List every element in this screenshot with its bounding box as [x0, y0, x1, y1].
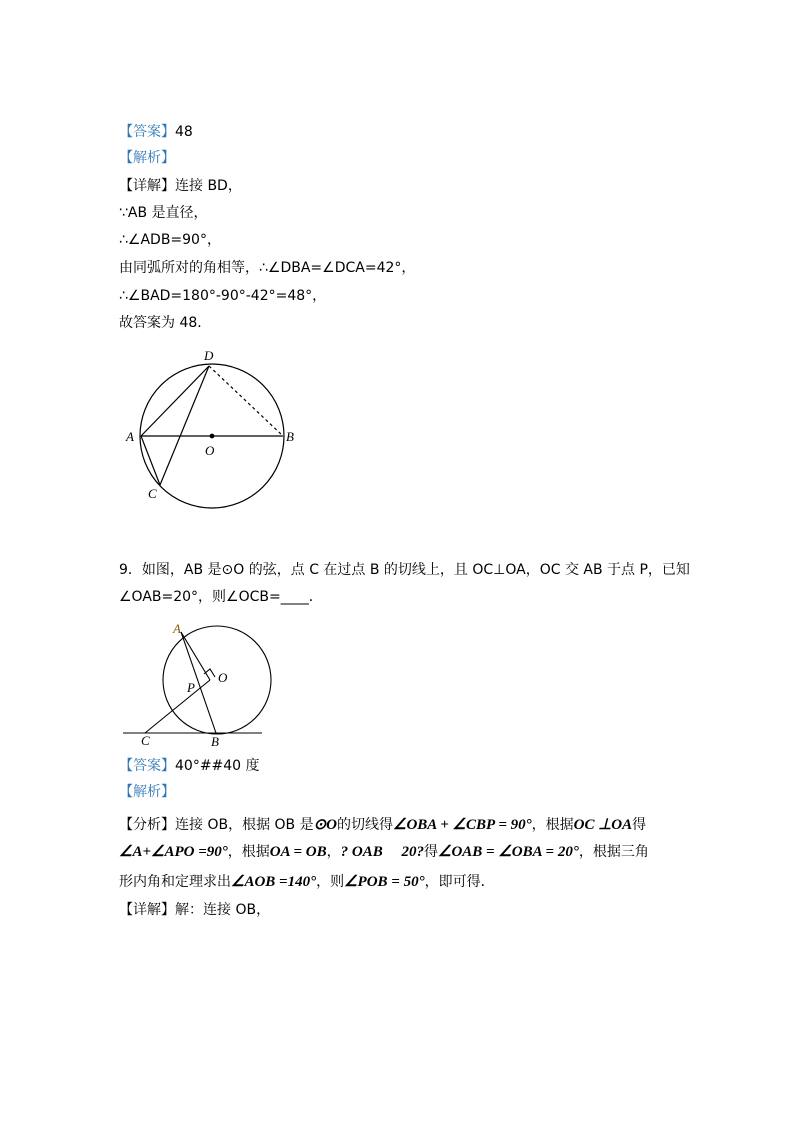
text: ，则	[316, 874, 345, 890]
q9-answer	[119, 757, 260, 775]
answer-label: 【答案】	[119, 758, 175, 774]
text: 连接 OB，根据 OB 是	[175, 817, 314, 833]
q8-line3: ∴∠ADB=90°，	[119, 232, 221, 248]
text: ，根据三角	[578, 844, 649, 860]
figure-q9	[123, 626, 271, 734]
q9-fenxi-line3	[119, 873, 495, 891]
circle-o	[163, 626, 271, 734]
detail-text: 解：连接 OB，	[175, 902, 271, 918]
right-angle-mark	[204, 669, 215, 677]
detail-label: 【详解】	[119, 902, 175, 918]
q9-fenxi-line2	[119, 843, 649, 861]
q8-line6: 故答案为 48．	[119, 315, 212, 331]
text: ，即可得．	[424, 874, 495, 890]
chord-dc	[160, 366, 209, 485]
math: ∠AOB =140°	[231, 874, 317, 890]
text: 形内角和定理求出	[119, 874, 231, 890]
q8-line4: 由同弧所对的角相等，∴∠DBA=∠DCA=42°，	[119, 260, 416, 276]
label-a: A	[173, 621, 181, 636]
label-a: A	[126, 429, 134, 444]
math: ? OAB 20?	[340, 844, 424, 860]
chord-ad	[141, 366, 209, 436]
label-c: C	[148, 486, 157, 501]
text: ，	[326, 844, 341, 860]
q8-line2: ∵AB 是直径，	[119, 205, 208, 221]
center-point	[210, 434, 214, 438]
math: OA = OB	[269, 844, 327, 860]
detail-text: 连接 BD，	[175, 178, 242, 194]
label-d: D	[204, 348, 214, 363]
text: 得	[632, 817, 647, 833]
text: ，根据	[531, 817, 574, 833]
chord-bd-dashed	[209, 366, 283, 436]
math: ∠OBA + ∠CBP = 90°	[393, 817, 532, 833]
figure-q8	[140, 364, 284, 508]
answer-value: 48	[175, 124, 193, 140]
q9-fenxi-line1	[119, 816, 646, 834]
segment-oc	[145, 680, 210, 733]
detail-label: 【详解】	[119, 178, 175, 194]
answer-value: 40°##40 度	[175, 758, 260, 774]
q9-question-line2: ∠OAB=20°，则∠OCB=____．	[119, 589, 323, 605]
text: 得	[424, 844, 438, 860]
q8-line5: ∴∠BAD=180°-90°-42°=48°，	[119, 288, 327, 304]
math: ∠OAB = ∠OBA = 20°	[438, 844, 579, 860]
math: ∠A+∠APO =90°	[119, 844, 228, 860]
label-c: C	[141, 733, 150, 748]
math: OC ⊥OA	[573, 817, 633, 833]
label-o: O	[218, 670, 228, 685]
label-p: P	[187, 680, 195, 695]
label-b: B	[286, 429, 294, 444]
q9-analysis-label: 【解析】	[119, 784, 175, 800]
fenxi-label: 【分析】	[119, 817, 175, 833]
answer-label: 【答案】	[119, 124, 175, 140]
q9-detail	[119, 901, 270, 919]
label-b: B	[211, 734, 219, 749]
text: 的切线得	[337, 817, 394, 833]
math: ∠POB = 50°	[344, 874, 425, 890]
q8-analysis-label: 【解析】	[119, 150, 175, 166]
math: ⊙O	[313, 817, 338, 833]
q9-question-line1: 9．如图，AB 是⊙O 的弦，点 C 在过点 B 的切线上，且 OC⊥OA，OC 交 AB 于点 P，已知	[119, 562, 690, 578]
label-o: O	[205, 443, 215, 458]
text: ，根据	[227, 844, 270, 860]
